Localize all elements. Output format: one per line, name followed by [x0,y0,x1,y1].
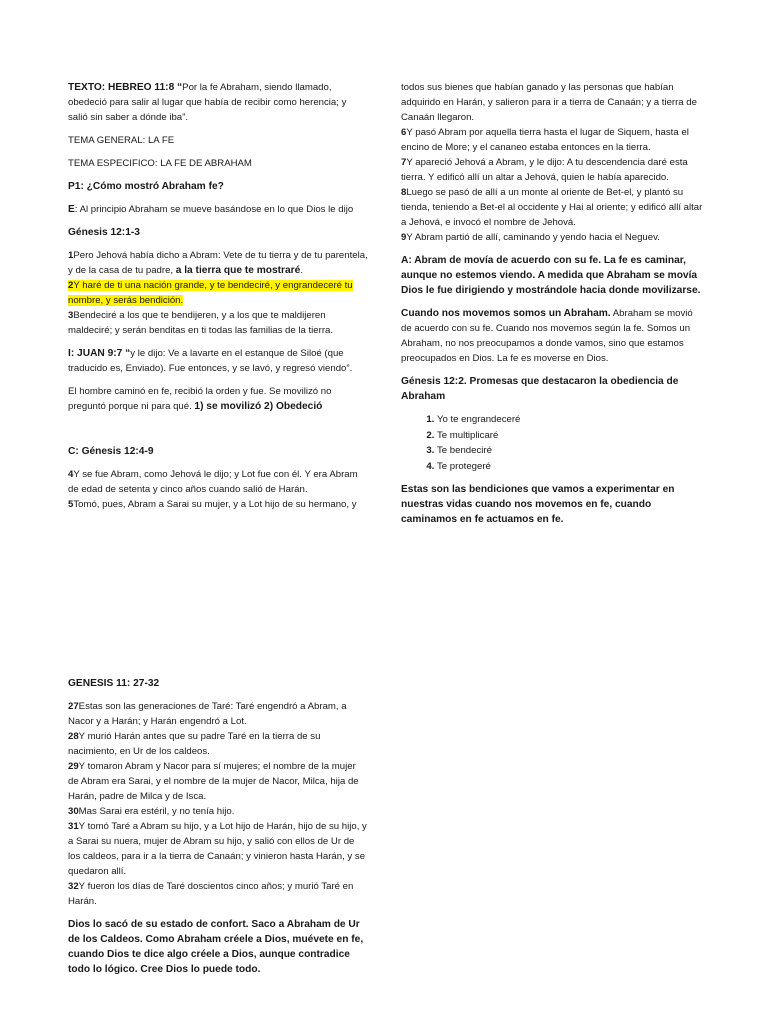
cuando-text: Abraham se movió de acuerdo con su fe. Cuando nos movemos según la fe. Somos un Abraham, no nos preocupamos a donde vamos, sino que estamos preocupados en Dios. La fe es moverse en Dios. [401,308,693,364]
tema-general: TEMA GENERAL: LA FE [68,135,175,146]
verse-number: 3 [68,310,74,321]
verse-number: 4 [68,469,74,480]
verse-number: 29 [68,761,79,772]
verse-text: Estas son las generaciones de Taré: Taré engendró a Abram, a Nacor y a Harán; y Harán engendró a Lot. [68,701,347,727]
verse-text: todos sus bienes que habían ganado y las personas que habían adquirido en Harán, y salieron para ir a tierra de Canaán; y a tierra de Canaán llegaron. [401,82,697,123]
c-heading: C: Génesis 12:4-9 [68,446,154,457]
i-body: y le dijo: Ve a lavarte en el estanque de Siloé (que traducido es, Enviado). Fue entonces, y se lavó, y regresó viendo”. [68,348,353,374]
conclusion-paragraph: Dios lo sacó de su estado de confort. Saco a Abraham de Ur de los Caldeos. Como Abraham créele a Dios, muévete en fe, cuando Dios te dice algo créele a Dios, aunque contradice todo lo lógico. Cree Dios lo puede todo. [68,919,364,975]
c-verses [68,467,368,512]
tema-especifico: TEMA ESPECIFICO: LA FE DE ABRAHAM [68,158,252,169]
verse-number: 2 [68,280,74,291]
list-item: 4. Te protegeré [437,459,706,475]
verse-text: Y se fue Abram, como Jehová le dijo; y Lot fue con él. Y era Abram de edad de setenta y cinco años cuando salió de Harán. [68,469,358,495]
verse-number: 9 [401,232,407,243]
verse-number: 7 [401,157,407,168]
verse-number: 28 [68,731,79,742]
verse-text: Luego se pasó de allí a un monte al oriente de Bet-el, y plantó su tienda, teniendo a Bet-el al occidente y Hai al oriente; y edificó allí altar a Jehová, e invocó el nombre de Jehová. [401,187,703,228]
cuando-bold: Cuando nos movemos somos un Abraham. [401,308,611,319]
verse-text: Bendeciré a los que te bendijeren, y a los que te maldijeren maldeciré; y serán benditas en ti todas las familias de la tierra. [68,310,334,336]
verse-text: Y tomaron Abram y Nacor para sí mujeres; el nombre de la mujer de Abram era Sarai, y el nombre de la mujer de Nacor, Milca, hija de Harán, padre de Milca y de Isca. [68,761,359,802]
promesas-list [401,412,706,474]
e-label: E [68,204,75,215]
verse-number: 31 [68,821,79,832]
verse-number: 8 [401,187,407,198]
verse-number: 5 [68,499,74,510]
verse-text: Y haré de ti una nación grande, y te bendeciré, y engrandeceré tu nombre, y serás bendición. [68,280,353,306]
verse-number: 1 [68,250,74,261]
list-item: 3. Te bendeciré [437,443,706,459]
texto-label: TEXTO: HEBREO 11:8 “ [68,82,183,93]
texto-body: Por la fe Abraham, siendo llamado, obedeció para salir al lugar que había de recibir como herencia; y salió sin saber a dónde iba”. [68,82,347,123]
c-verses-cont [401,80,706,245]
i-label: I: JUAN 9:7 “ [68,348,131,359]
gen11-heading: GENESIS 11: 27-32 [68,678,160,689]
verse-text: Y Abram partió de allí, caminando y yendo hacia el Neguev. [406,232,660,243]
verse-bold: a la tierra que te mostraré [175,265,301,276]
verse-end: . [300,265,303,276]
verse-number: 27 [68,701,79,712]
verse-text: Mas Sarai era estéril, y no tenía hijo. [78,806,235,817]
verse-text: Y murió Harán antes que su padre Taré en la tierra de su nacimiento, en Ur de los caldeos. [68,731,321,757]
verse-text: Y fueron los días de Taré doscientos cinco años; y murió Taré en Harán. [68,881,354,907]
p1-heading: P1: ¿Cómo mostró Abraham fe? [68,181,224,192]
cuando-paragraph [401,306,706,366]
verse-text: Tomó, pues, Abram a Sarai su mujer, y a Lot hijo de su hermano, y [73,499,357,510]
verse-text: Y pasó Abram por aquella tierra hasta el lugar de Siquem, hasta el encino de More; y el cananeo estaba entonces en la tierra. [401,127,689,153]
verse-text: Y tomó Taré a Abram su hijo, y a Lot hijo de Harán, hijo de su hijo, y a Sarai su nuera, mujer de Abram su hijo, y salió con ellos de Ur de los caldeos, para ir a la tierra de Canaán; y vinieron hasta Harán, y se quedaron allí. [68,821,367,877]
verse-text: Pero Jehová había dicho a Abram: Vete de tu tierra y de tu parentela, y de la casa de tu padre, [68,250,368,276]
gen12-verses [68,248,368,338]
verse-number: 30 [68,806,79,817]
promesas-heading: Génesis 12:2. Promesas que destacaron la obediencia de Abraham [401,376,679,402]
gen11-verses [68,699,368,909]
bottom-section [68,676,368,985]
hombre-paragraph [68,384,368,414]
right-column [401,80,706,535]
verse-number: 32 [68,881,79,892]
hombre-bold: 1) se movilizó 2) Obedeció [194,401,323,412]
left-column [68,80,368,520]
highlighted-verse [68,280,353,306]
a-paragraph: A: Abram de movía de acuerdo con su fe. La fe es caminar, aunque no estemos viendo. A medida que Abraham se movía Dios le fue dirigiendo y mostrándole hacia donde movilizarse. [401,255,701,296]
hombre-text: El hombre caminó en fe, recibió la orden y fue. Se movilizó no preguntó porque ni para qué. [68,386,332,412]
list-item: 2. Te multiplicaré [437,428,706,444]
texto-paragraph [68,80,368,125]
bendiciones-paragraph: Estas son las bendiciones que vamos a experimentar en nuestras vidas cuando nos movemos en fe, cuando caminamos en fe actuamos en fe. [401,484,675,525]
verse-text: Y apareció Jehová a Abram, y le dijo: A tu descendencia daré esta tierra. Y edificó allí un altar a Jehová, quien le había aparecido. [401,157,688,183]
e-paragraph [68,202,368,217]
i-paragraph [68,346,368,376]
gen12-heading: Génesis 12:1-3 [68,227,140,238]
verse-number: 6 [401,127,407,138]
list-item: 1. Yo te engrandeceré [437,412,706,428]
e-body: : Al principio Abraham se mueve basándose en lo que Dios le dijo [74,204,354,215]
